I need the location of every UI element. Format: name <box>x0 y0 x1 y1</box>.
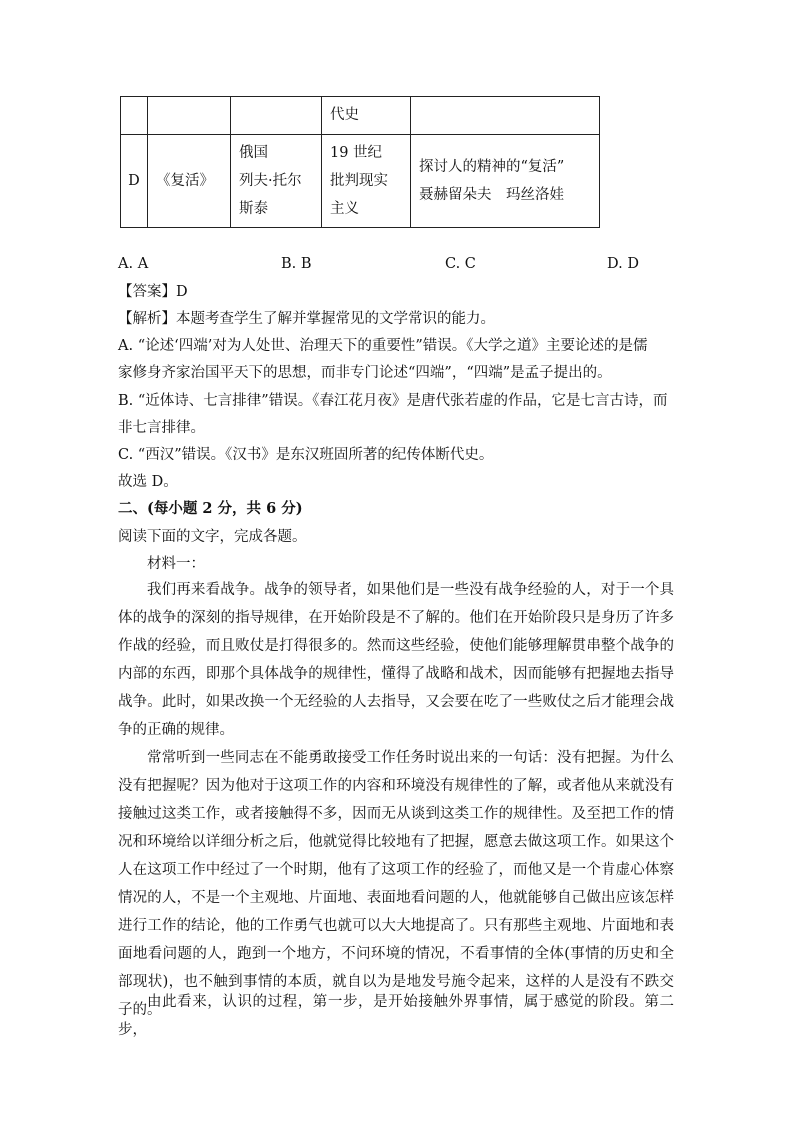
analysis-c-line: C. “西汉”错误。《汉书》是东汉班固所著的纪传体断代史。 <box>118 447 494 463</box>
analysis-b-line: B. “近体诗、七言排律”错误。《春江花月夜》是唐代张若虚的作品，它是七言古诗，而 <box>118 393 668 409</box>
option-d: D. D <box>607 256 639 272</box>
table-cell-author <box>231 135 322 228</box>
desc-line: 聂赫留朵夫 玛丝洛娃 <box>419 187 564 203</box>
option-b: B. B <box>281 256 312 272</box>
paragraph: 常常听到一些同志在不能勇敢接受工作任务时说出来的一句话：没有把握。为什么没有把握呢？因为他对于这项工作的内容和环境没有规律性的了解，或者他从来就没有接触过这类工作，或者接触得不多，因而无从谈到这类工作的规律性。及至把工作的情况和环境给以详细分析之后，他就觉得比较地有了把握，愿意去做这项工作。如果这个人在这项工作中经过了一个时期，他有了这项工作的经验了，而他又是一个肯虚心体察情况的人，不是一个主观地、片面地、表面地看问题的人，他就能够自己做出应该怎样进行工作的结论，他的工作勇气也就可以大大地提高了。只有那些主观地、片面地和表面地看问题的人，跑到一个地方，不问环境的情况，不看事情的全体(事情的历史和全部现状)，也不触到事情的本质，就自以为是地发号施令起来，这样的人是没有不跌交子的。 <box>118 750 674 1018</box>
desc-line: 探讨人的精神的“复活” <box>419 159 565 175</box>
paragraph: 由此看来，认识的过程，第一步，是开始接触外界事情，属于感觉的阶段。第二步， <box>118 994 674 1038</box>
material-label: 材料一： <box>147 556 205 572</box>
analysis-a-line: A. “论述‘四端’对为人处世、治理天下的重要性”错误。《大学之道》主要论述的是儒 <box>118 338 648 354</box>
author-line: 俄国 <box>239 145 268 161</box>
option-a: A. A <box>118 256 149 272</box>
table-row <box>121 97 600 135</box>
table-cell-title <box>148 135 231 228</box>
analysis-conclusion: 故选 D。 <box>118 474 178 490</box>
table-cell-era <box>322 97 411 135</box>
table-cell <box>148 97 231 135</box>
section-instruction: 阅读下面的文字，完成各题。 <box>118 529 307 545</box>
paragraph: 我们再来看战争。战争的领导者，如果他们是一些没有战争经验的人，对于一个具体的战争的深刻的指导规律，在开始阶段是不了解的。他们在开始阶段只是身历了许多作战的经验，而且败仗是打得很多的。然而这些经验，使他们能够理解贯串整个战争的内部的东西，即那个具体战争的规律性，懂得了战略和战术，因而能够有把握地去指导战争。此时，如果改换一个无经验的人去指导，又会要在吃了一些败仗之后才能理会战争的正确的规律。 <box>118 582 674 738</box>
era-line: 主义 <box>330 201 359 217</box>
era-line: 19 世纪 <box>330 145 383 161</box>
era-text: 代史 <box>330 107 359 123</box>
section-heading: 二、(每小题 2 分，共 6 分) <box>118 500 303 517</box>
table-cell <box>231 97 322 135</box>
analysis-b-line: 非七言排律。 <box>118 420 205 436</box>
option-letter: D <box>128 173 140 189</box>
author-line: 列夫·托尔 <box>239 173 302 189</box>
table-cell-era <box>322 135 411 228</box>
option-c: C. C <box>445 256 476 272</box>
work-title: 《复活》 <box>156 173 214 189</box>
table-cell-letter <box>121 135 148 228</box>
table-cell <box>411 97 600 135</box>
analysis-intro: 【解析】本题考查学生了解并掌握常见的文学常识的能力。 <box>118 311 495 327</box>
author-line: 斯泰 <box>239 201 268 217</box>
table-row <box>121 135 600 228</box>
table-cell-desc <box>411 135 600 228</box>
analysis-a-line: 家修身齐家治国平天下的思想，而非专门论述“四端”，“四端”是孟子提出的。 <box>118 365 612 381</box>
table-cell <box>121 97 148 135</box>
era-line: 批判现实 <box>330 173 388 189</box>
literature-table <box>120 96 600 228</box>
answer-line: 【答案】D <box>118 284 188 300</box>
